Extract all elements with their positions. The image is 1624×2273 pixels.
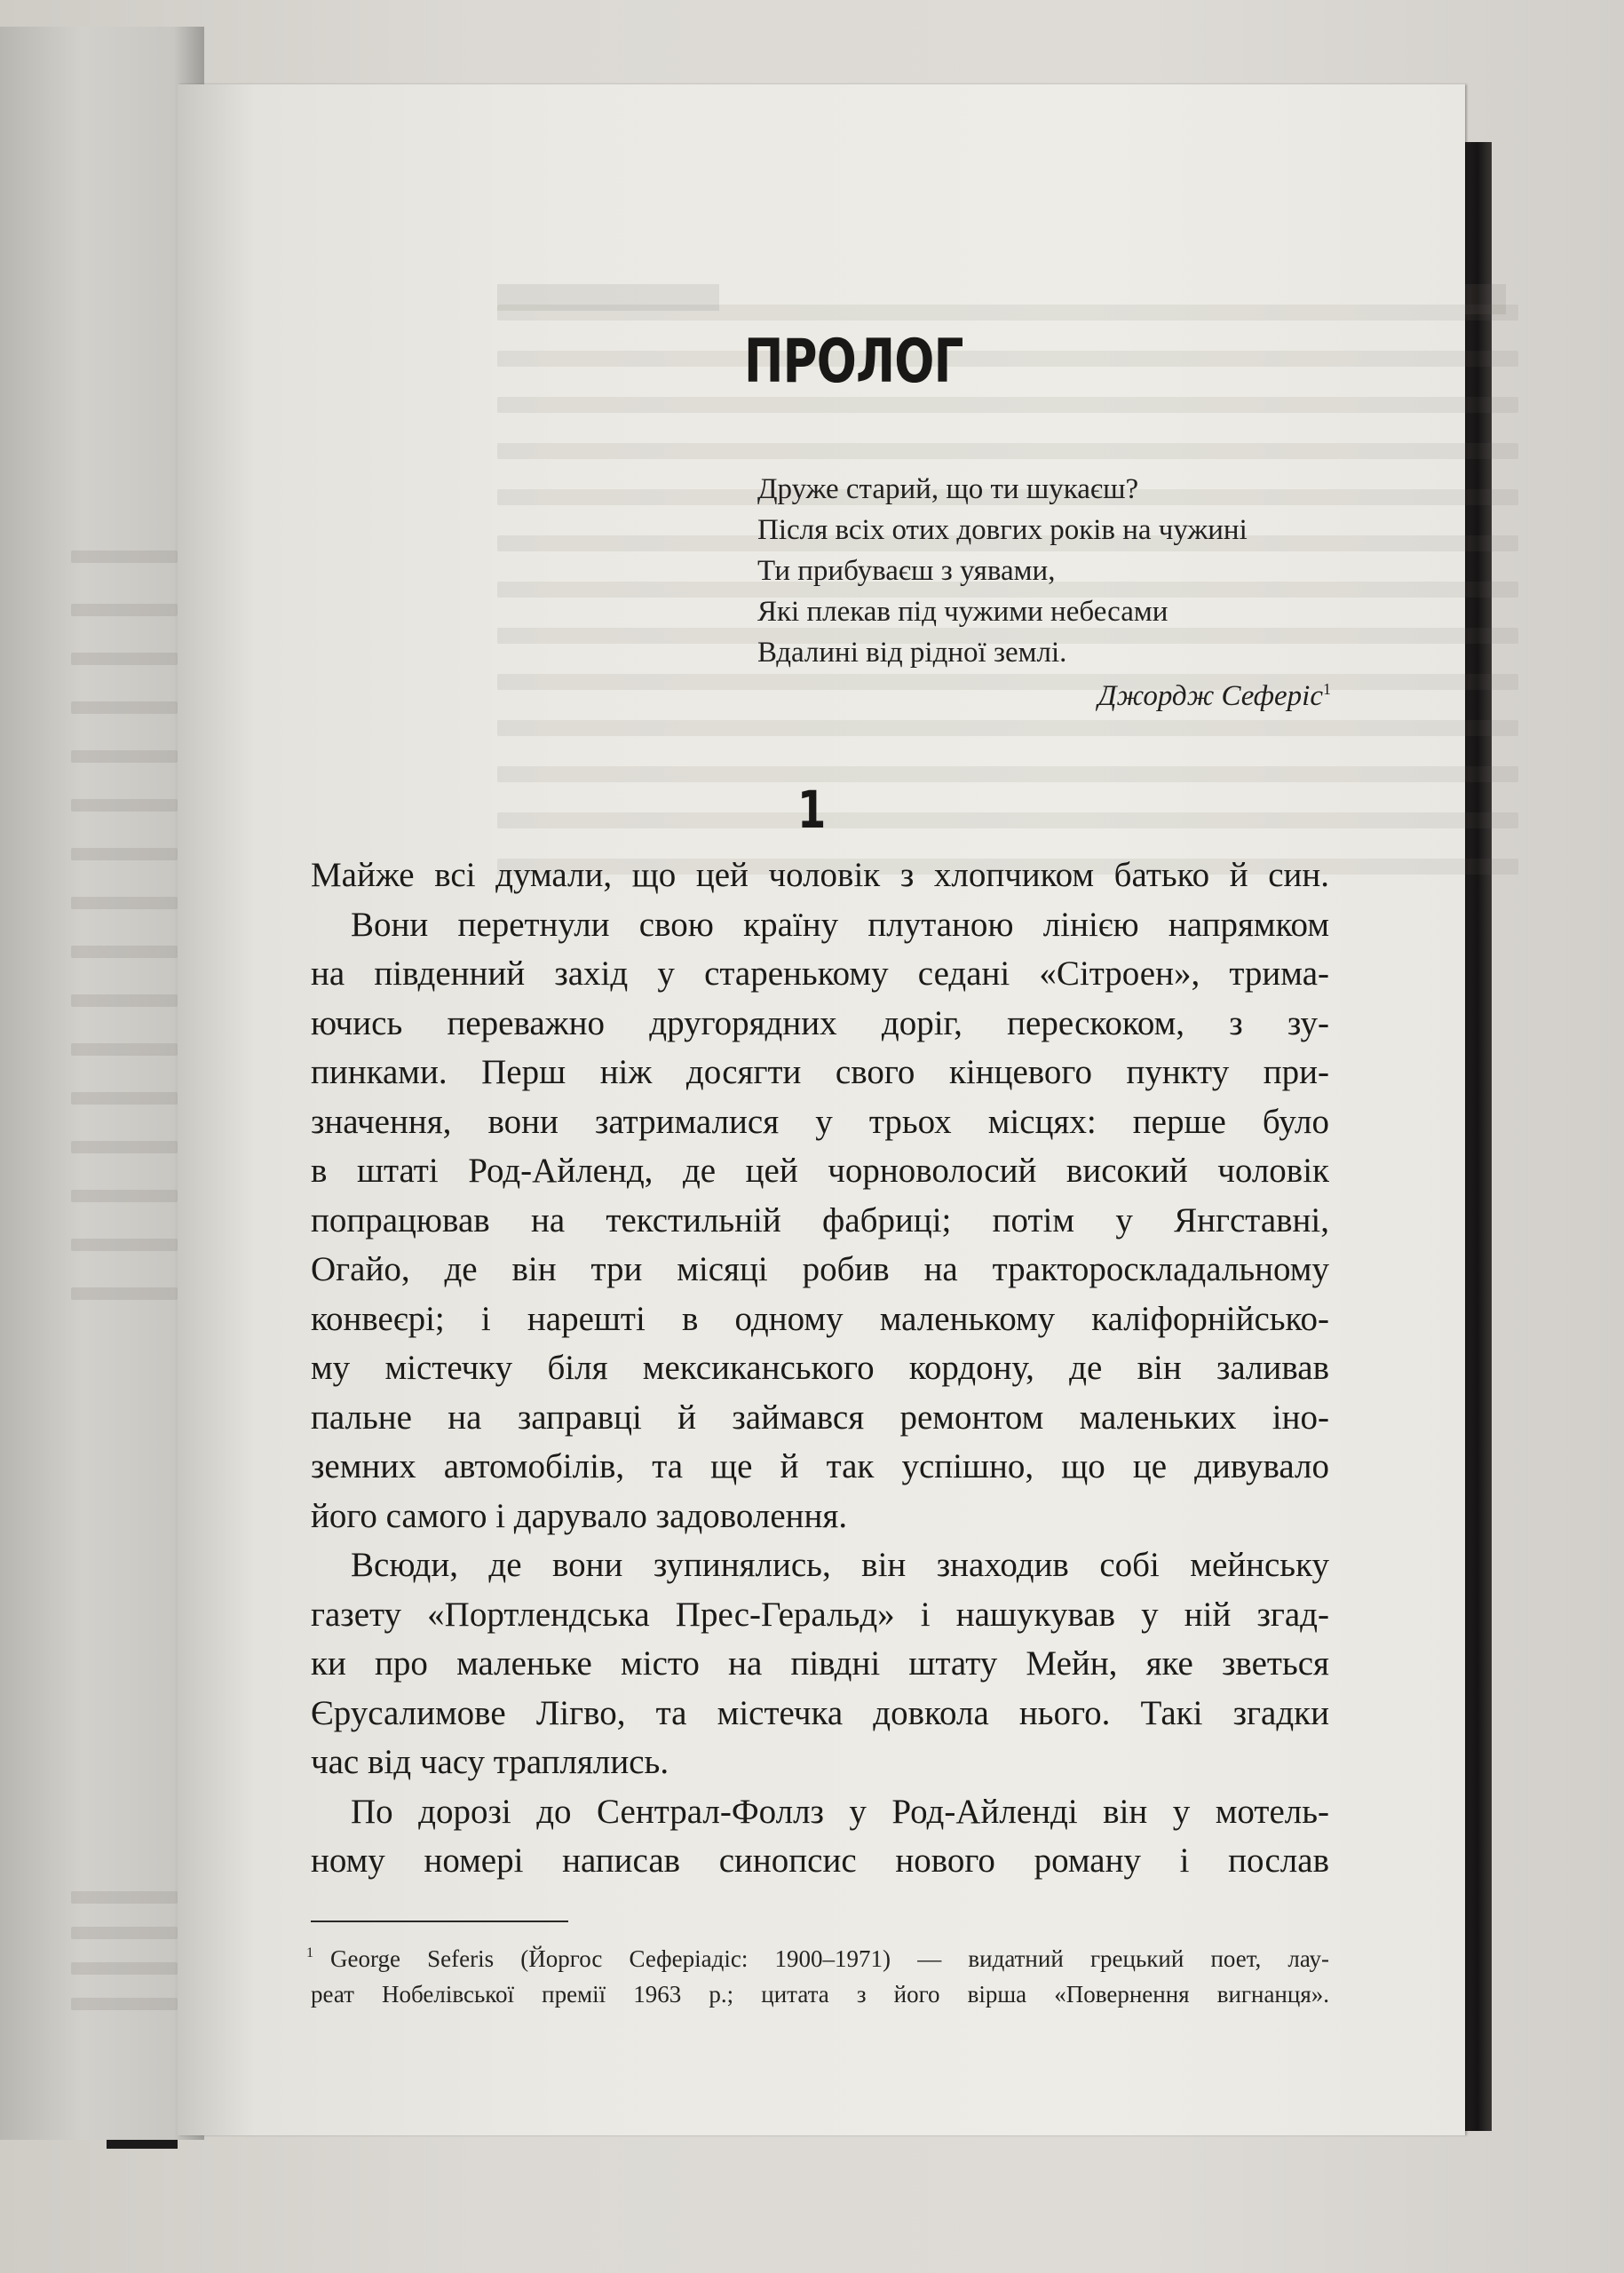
text-line: Всюди, де вони зупинялись, він знаходив собі мейнську [351, 1546, 1329, 1584]
bleed-through-text [71, 653, 178, 665]
text-line: По дорозі до Сентрал-Фоллз у Род-Айленді він у мотель- [351, 1792, 1329, 1831]
text-line: пальне на заправці й займався ремонтом маленьких іно- [311, 1398, 1329, 1437]
bleed-through-text [71, 1891, 178, 1904]
bleed-through-text [71, 1239, 178, 1251]
footnote-divider [311, 1921, 568, 1922]
bleed-through-text [71, 994, 178, 1007]
bleed-through-text [71, 750, 178, 763]
text-line: Огайо, де він три місяці робив на тракторoскладальному [311, 1250, 1329, 1288]
bleed-through-text [71, 1287, 178, 1300]
text-line: ки про маленьке місто на півдні штату Мейн, яке зветься [311, 1644, 1329, 1683]
epigraph-author: Джордж Сеферіс [1097, 680, 1323, 712]
bleed-through-text [497, 812, 1518, 828]
text-line: ючись переважно другорядних доріг, перескоком, з зу- [311, 1003, 1329, 1042]
bleed-through-text [71, 604, 178, 616]
bleed-through-text [71, 946, 178, 958]
body-text [311, 851, 1329, 1886]
text-line: ному номері написав синопсис нового роману і послав [311, 1841, 1329, 1880]
bleed-through-text [497, 674, 1518, 690]
footnote [306, 1941, 1329, 2012]
bleed-through-text [71, 1190, 178, 1202]
epigraph-line: Після всіх отих довгих років на чужині [757, 514, 1248, 546]
footnote-line: George Seferis (Йоргос Сеферіадіс: 1900–1971) — видатний грецький поет, лау- [330, 1945, 1329, 1972]
text-line: Єрусалимове Лігво, та містечка довкола нього. Такі згадки [311, 1693, 1329, 1732]
epigraph-line: Ти прибуваєш з уявами, [757, 555, 1056, 587]
text-line: його самого і дарувало задоволення. [311, 1496, 848, 1535]
bleed-through-text [71, 1092, 178, 1105]
footnote-reference: 1 [1323, 680, 1331, 698]
bleed-through-text [71, 897, 178, 909]
bleed-through-text [71, 1998, 178, 2010]
bleed-through-text [497, 720, 1518, 736]
bleed-through-text [71, 1141, 178, 1153]
footnote-line: реат Нобелівської премії 1963 р.; цитата з його вірша «Повернення вигнанця». [311, 1981, 1329, 2008]
text-line: земних автомобілів, та ще й так успішно, що це дивувало [311, 1447, 1329, 1485]
bleed-through-text [497, 397, 1518, 413]
bleed-through-text [71, 701, 178, 714]
text-line: на південний захід у старенькому седані «Сітроен», трима- [311, 954, 1329, 993]
text-line: значення, вони затрималися у трьох місцях: перше було [311, 1102, 1329, 1141]
chapter-title: ПРОЛОГ [744, 327, 963, 397]
text-line: конвеєрі; і нарешті в одному маленькому каліфорнійсько- [311, 1299, 1329, 1338]
text-line: му містечку біля мексиканського кордону, де він заливав [311, 1349, 1329, 1387]
bleed-through-text [71, 1927, 178, 1939]
text-line: Вони перетнули свою країну плутаною лінією напрямком [351, 905, 1329, 944]
bleed-through-text [71, 1962, 178, 1975]
bleed-through-text [497, 305, 1518, 321]
text-line: в штаті Род-Айленд, де цей чорноволосий високий чоловік [311, 1152, 1329, 1190]
chapter-number: 1 [797, 780, 827, 840]
footnote-mark: 1 [306, 1945, 313, 1960]
text-line: газету «Портлендська Прес-Геральд» і нашукував у ній згад- [311, 1595, 1329, 1634]
epigraph-attribution [1097, 680, 1331, 713]
bleed-through-text [497, 766, 1518, 782]
text-line: час від часу траплялись. [311, 1743, 669, 1781]
bleed-through-text [497, 351, 1518, 367]
epigraph-line: Друже старий, що ти шукаєш? [757, 473, 1139, 505]
bleed-through-text [71, 848, 178, 860]
bleed-through-text [71, 1043, 178, 1056]
text-line: пинками. Перш ніж досягти свого кінцевого пункту при- [311, 1053, 1329, 1091]
epigraph [757, 469, 1248, 673]
epigraph-line: Вдалині від рідної землі. [757, 637, 1067, 669]
epigraph-line: Які плекав під чужими небесами [757, 596, 1168, 628]
bleed-through-text [71, 550, 178, 563]
bleed-through-text [497, 443, 1518, 459]
text-line: попрацював на текстильній фабриці; потім у Янгставні, [311, 1200, 1329, 1239]
bleed-through-text [71, 799, 178, 812]
left-page [0, 27, 204, 2140]
text-line: Майже всі думали, що цей чоловік з хлопчиком батько й син. [311, 856, 1329, 894]
